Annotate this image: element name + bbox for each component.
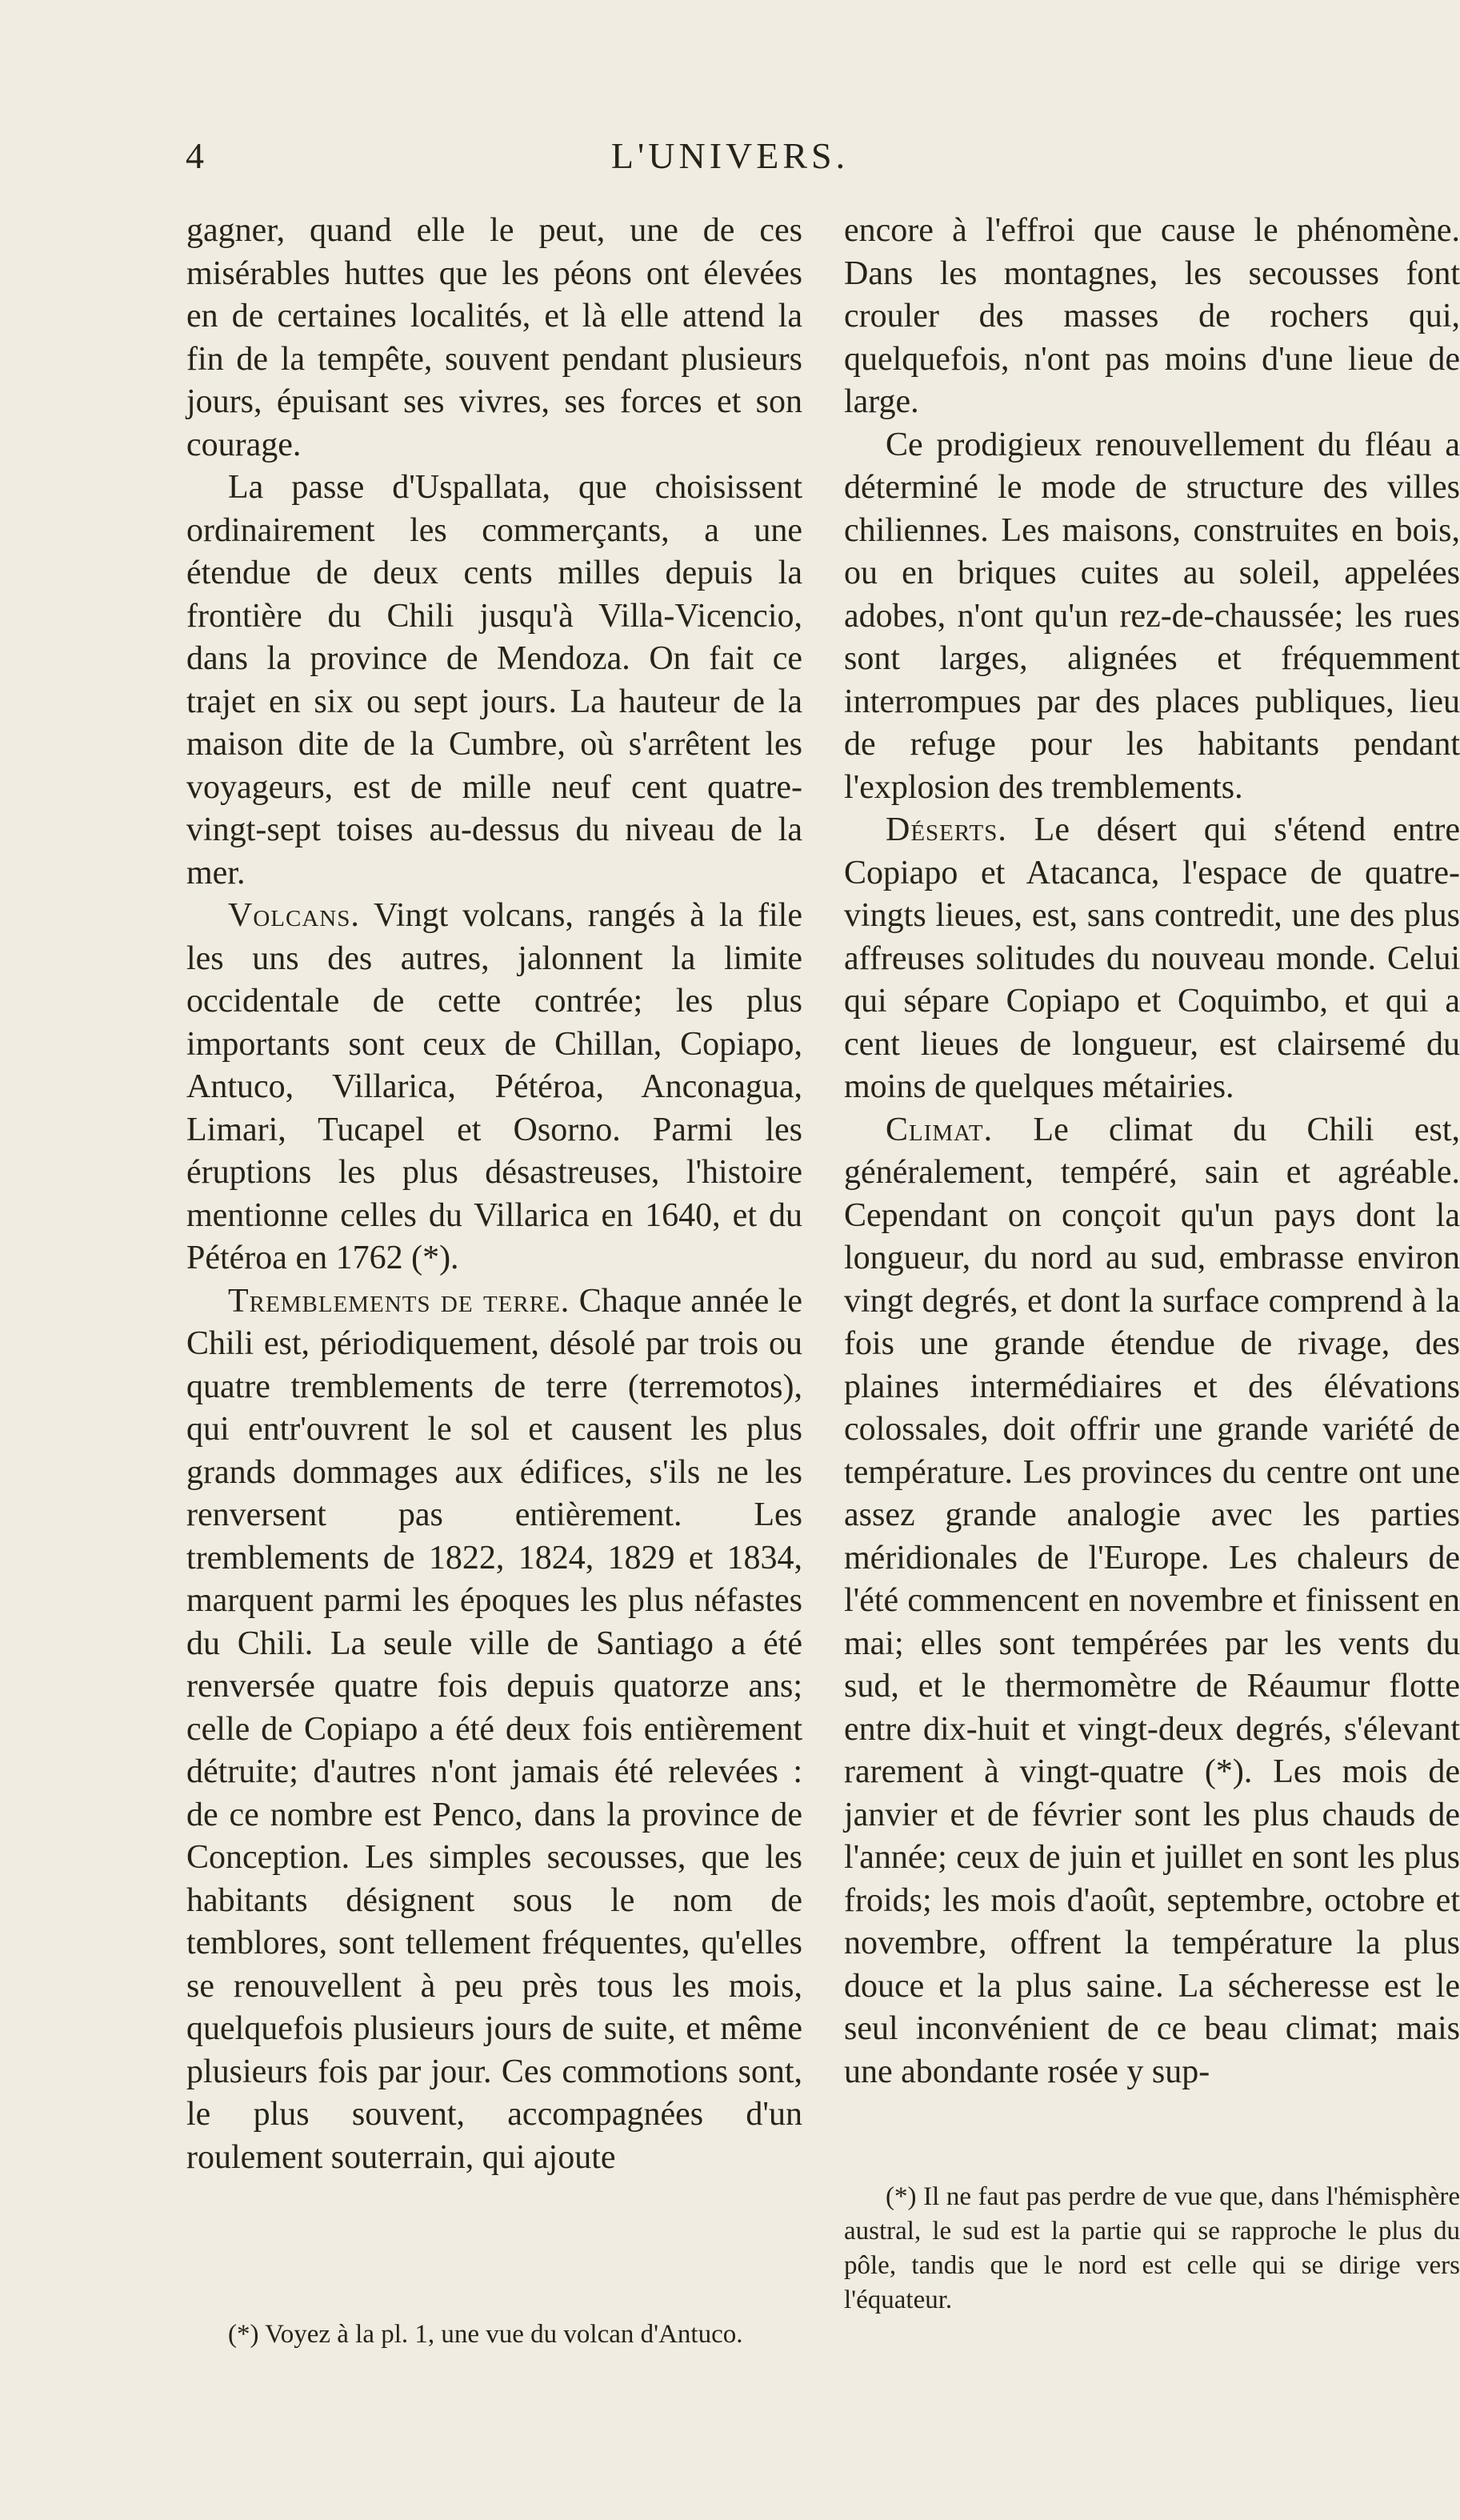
section-heading: Déserts. bbox=[886, 811, 1007, 848]
paragraph: La passe d'Uspallata, que choisissent ordinairement les commerçants, a une étendue de deux cents milles depuis la frontière du Chili jusqu'à Villa-Vicencio, dans la province de Mendoza. On fait ce trajet en six ou sept jours. La hauteur de la maison dite de la Cumbre, où s'arrêtent les voyageurs, est de mille neuf cent quatre-vingt-sept toises au-dessus du niveau de la mer. bbox=[186, 469, 802, 891]
paragraph: Déserts. Le désert qui s'étend entre Copiapo et Atacanca, l'espace de quatre-vingts lieues, est, sans contredit, une des plus affreuses solitudes du nouveau monde. Celui qui sépare Copiapo et Coquimbo, et qui a cent lieues de longueur, est clairsemé du moins de quelques métairies. bbox=[844, 811, 1460, 1105]
running-title: L'UNIVERS. bbox=[610, 135, 850, 176]
section-heading: Climat. bbox=[886, 1111, 994, 1148]
footnote: (*) Voyez à la pl. 1, une vue du volcan d'Antuco. bbox=[228, 2320, 743, 2349]
right-column bbox=[844, 210, 1460, 2093]
paragraph: encore à l'effroi que cause le phénomène. Dans les montagnes, les secousses font crouler des masses de rochers qui, quelquefois, n'ont pas moins d'une lieue de large. bbox=[844, 212, 1460, 420]
paragraph: Climat. Le climat du Chili est, généralement, tempéré, sain et agréable. Cependant on conçoit qu'un pays dont la longueur, du nord au sud, embrasse environ vingt degrés, et dont la surface comprend à la fois une grande étendue de rivage, des plaines intermédiaires et des élévations colossales, doit offrir une grande variété de température. Les provinces du centre ont une assez grande analogie avec les parties méridionales de l'Europe. Les chaleurs de l'été commencent en novembre et finissent en mai; elles sont tempérées par les vents du sud, et le thermomètre de Réaumur flotte entre dix-huit et vingt-deux degrés, s'élevant rarement à vingt-quatre (*). Les mois de janvier et de février sont les plus chauds de l'année; ceux de juin et juillet en sont les plus froids; les mois d'août, septembre, octobre et novembre, offrent la température la plus douce et la plus saine. La sécheresse est le seul inconvénient de ce beau climat; mais une abondante rosée y sup- bbox=[844, 1111, 1460, 2090]
section-heading: Tremblements de terre. bbox=[228, 1282, 570, 1320]
footnote: (*) Il ne faut pas perdre de vue que, dans l'hémisphère austral, le sud est la partie qui se rapproche le plus du pôle, tandis que le nord est celle qui se dirige vers l'équateur. bbox=[844, 2182, 1460, 2314]
left-column bbox=[186, 210, 802, 2179]
section-heading: Volcans. bbox=[228, 897, 360, 934]
page-number: 4 bbox=[186, 135, 204, 176]
paragraph: Volcans. Vingt volcans, rangés à la file les uns des autres, jalonnent la limite occidentale de cette contrée; les plus importants sont ceux de Chillan, Copiapo, Antuco, Villarica, Pétéroa, Anconagua, Limari, Tucapel et Osorno. Parmi les éruptions les plus désastreuses, l'histoire mentionne celles du Villarica en 1640, et du Pétéroa en 1762 (*). bbox=[186, 897, 802, 1276]
paragraph: Tremblements de terre. Chaque année le Chili est, périodiquement, désolé par trois ou quatre tremblements de terre (terremotos), qui entr'ouvrent le sol et causent les plus grands dommages aux édifices, s'ils ne les renversent pas entièrement. Les tremblements de 1822, 1824, 1829 et 1834, marquent parmi les époques les plus néfastes du Chili. La seule ville de Santiago a été renversée quatre fois depuis quatorze ans; celle de Copiapo a été deux fois entièrement détruite; d'autres n'ont jamais été relevées : de ce nombre est Penco, dans la province de Conception. Les simples secousses, que les habitants désignent sous le nom de temblores, sont tellement fréquentes, qu'elles se renouvellent à peu près tous les mois, quelquefois plusieurs jours de suite, et même plusieurs fois par jour. Ces commotions sont, le plus souvent, accompagnées d'un roulement souterrain, qui ajoute bbox=[186, 1282, 802, 2176]
paragraph: Ce prodigieux renouvellement du fléau a déterminé le mode de structure des villes chiliennes. Les maisons, construites en bois, ou en briques cuites au soleil, appelées adobes, n'ont qu'un rez-de-chaussée; les rues sont larges, alignées et fréquemment interrompues par des places publiques, lieu de refuge pour les habitants pendant l'explosion des tremblements. bbox=[844, 426, 1460, 806]
paragraph: gagner, quand elle le peut, une de ces misérables huttes que les péons ont élevées en de certaines localités, et là elle attend la fin de la tempête, souvent pendant plusieurs jours, épuisant ses vivres, ses forces et son courage. bbox=[186, 212, 802, 463]
footnote-left bbox=[186, 2318, 802, 2352]
footnote-right bbox=[844, 2180, 1460, 2318]
